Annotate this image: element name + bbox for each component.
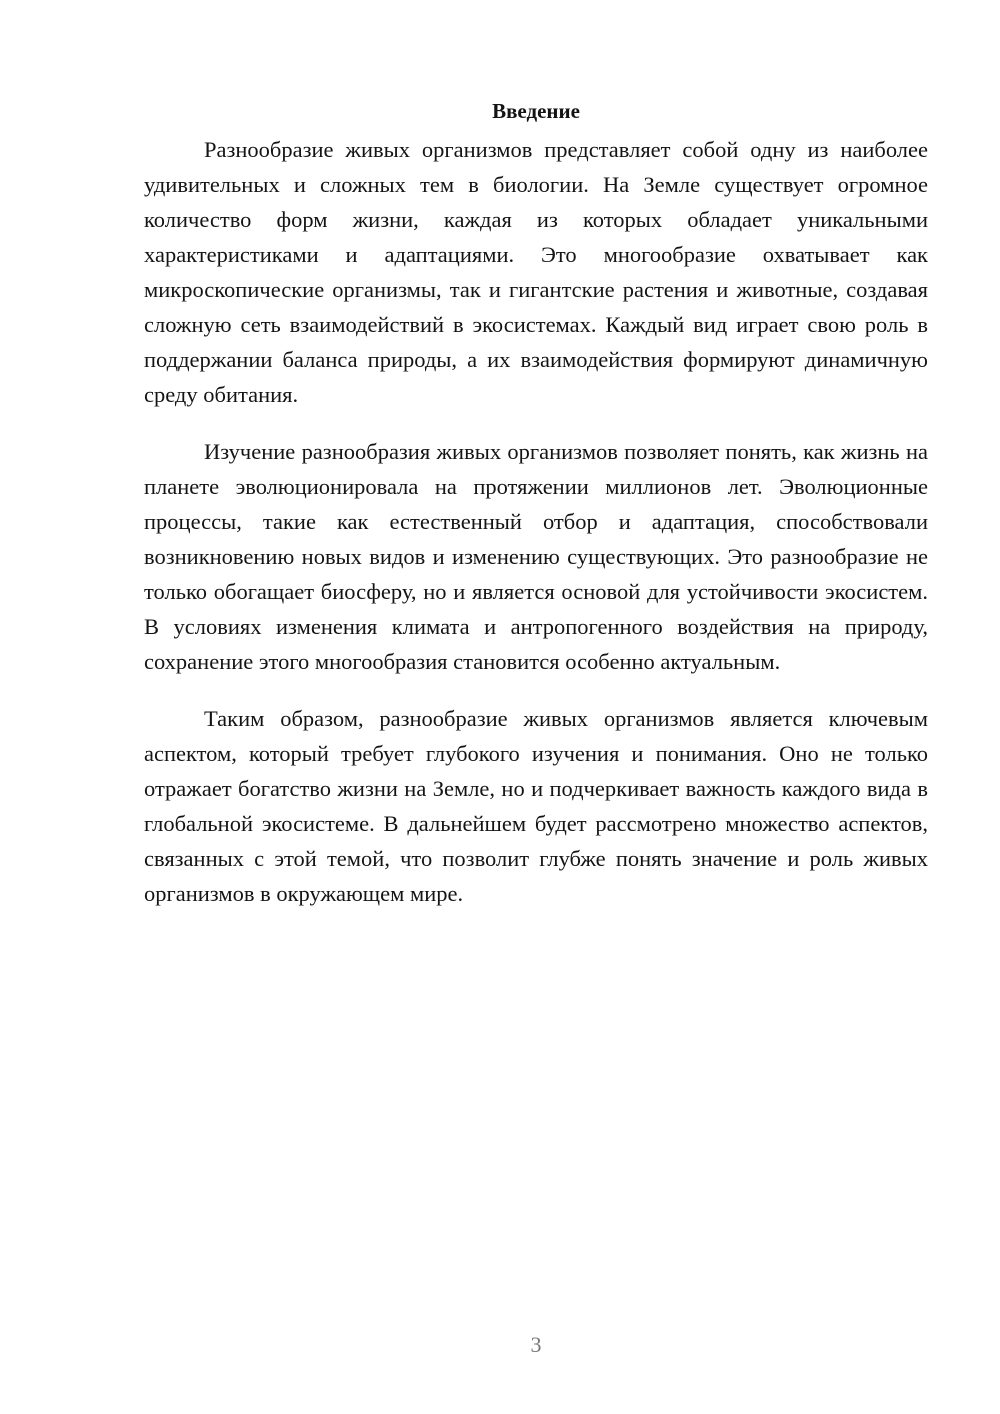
- page-content: [144, 96, 928, 933]
- section-title: Введение: [492, 99, 580, 123]
- paragraph-3: Таким образом, разнообразие живых организмов является ключевым аспектом, который требует глубокого изучения и понимания. Оно не только отражает богатство жизни на Земле, но и подчеркивает важность каждого вида в глобальной экосистеме. В дальнейшем будет рассмотрено множество аспектов, связанных с этой темой, что позволит глубже понять значение и роль живых организмов в окружающем мире.: [144, 706, 928, 906]
- paragraph-2: Изучение разнообразия живых организмов позволяет понять, как жизнь на планете эволюционировала на протяжении миллионов лет. Эволюционные процессы, такие как естественный отбор и адаптация, способствовали возникновению новых видов и изменению существующих. Это разнообразие не только обогащает биосферу, но и является основой для устойчивости экосистем. В условиях изменения климата и антропогенного воздействия на природу, сохранение этого многообразия становится особенно актуальным.: [144, 439, 928, 674]
- page-number: 3: [530, 1332, 542, 1357]
- paragraph-1: Разнообразие живых организмов представляет собой одну из наиболее удивительных и сложных тем в биологии. На Земле существует огромное количество форм жизни, каждая из которых обладает уникальными характеристиками и адаптациями. Это многообразие охватывает как микроскопические организмы, так и гигантские растения и животные, создавая сложную сеть взаимодействий в экосистемах. Каждый вид играет свою роль в поддержании баланса природы, а их взаимодействия формируют динамичную среду обитания.: [144, 137, 928, 407]
